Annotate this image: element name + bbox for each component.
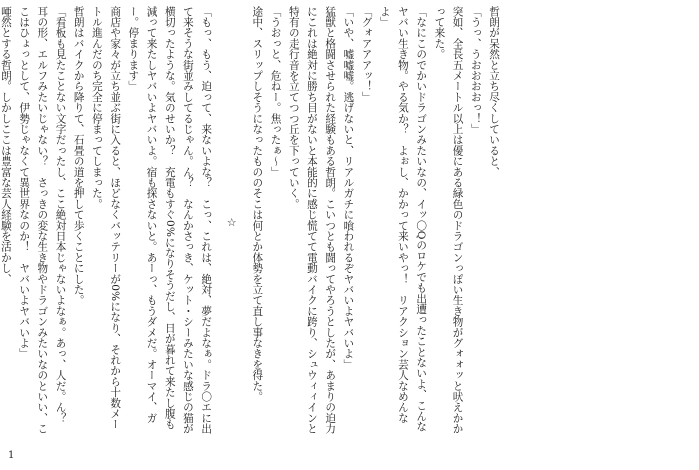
paragraph: 哲朗が呆然と立ち尽くしていると、: [488, 6, 500, 178]
paragraph: 猛獣と格闘させられた経験もある哲朗。こいつとも闘ってやろうとしたが、あまりの迫力にこれは絶対に勝ち目がないと本能的に感じ慌てて電動バイクに跨り、シュウィィインと特有の走行音を立てつつ丘を下っていく。: [287, 6, 337, 434]
paragraph: 「なにこのでかいドラゴンみたいなの、イッ〇Qのロケでも出遭ったことないよ、こんなヤバい生き物。やる気か？ よぉし、かかって来いやっ！ リアクション芸人なめんなよ」: [378, 6, 428, 433]
paragraph: 商店や家々が立ち並ぶ街に入ると、ほどなくバッテリーが0%になり、それから十数メートル進んだのち完全に停まってしまった。: [90, 6, 122, 430]
vertical-text-body: [0, 6, 503, 438]
paragraph: 突如、全長五メートル以上は優にある緑色のドラゴンっぽい生き物がグォォッと吠えかかって来た。: [433, 6, 464, 434]
paragraph: 「いや、嘘嘘嘘。逃げないと、リアルガチに喰われるぞヤバいよヤバいよ」: [342, 6, 355, 370]
paragraph: 「うおっと、危ねー。焦ったぁ～」: [269, 6, 282, 178]
section-divider: [215, 6, 248, 438]
paragraph: 哲朗はバイクから降りて、石畳の道を押して歩くことにした。: [72, 6, 85, 306]
paragraph: 「看板も見たことない文字だったし、ここ絶対日本じゃないよなぁ。あっ、人だ。ん？ 耳の形、エルフみたいじゃない？ さっきの変な生き物やドラゴンみたいなのといい、ここはひょっとして、伊勢じゃなくて異世界なのか！ ヤバいよヤバいよ」: [18, 6, 67, 435]
star-icon: ☆: [225, 216, 239, 230]
paragraph: 途中、スリップしそうになったもののそこは何とか体勢を立て直し事なきを得た。: [251, 6, 264, 402]
paragraph: 唖然とする哲朗。しかしここは豊富な芸人経験を活かし、: [0, 6, 12, 285]
page-number: 1: [8, 450, 15, 461]
paragraph: 「もっ、もう、迫って、来ないよな？ こっ、これは、絶対、夢だよなぁ。ドラ〇エに出て来そうな街並みしてるじゃん。ん？ なんかさっき、ケット・シーみたいな感じの猫が横切ったような。気のせいか？ 充電もすぐ0%になりそうだし、日が暮れて来たし腹も減って来たしヤバいよヤバいよ。宿も探さないと。あーっ、もうダメだ。オーマイ、ガー。停まります」: [127, 6, 213, 434]
paragraph: 「うっ、うおおおおっ！」: [469, 6, 482, 135]
paragraph: 「グォアアアッ！」: [360, 6, 373, 103]
